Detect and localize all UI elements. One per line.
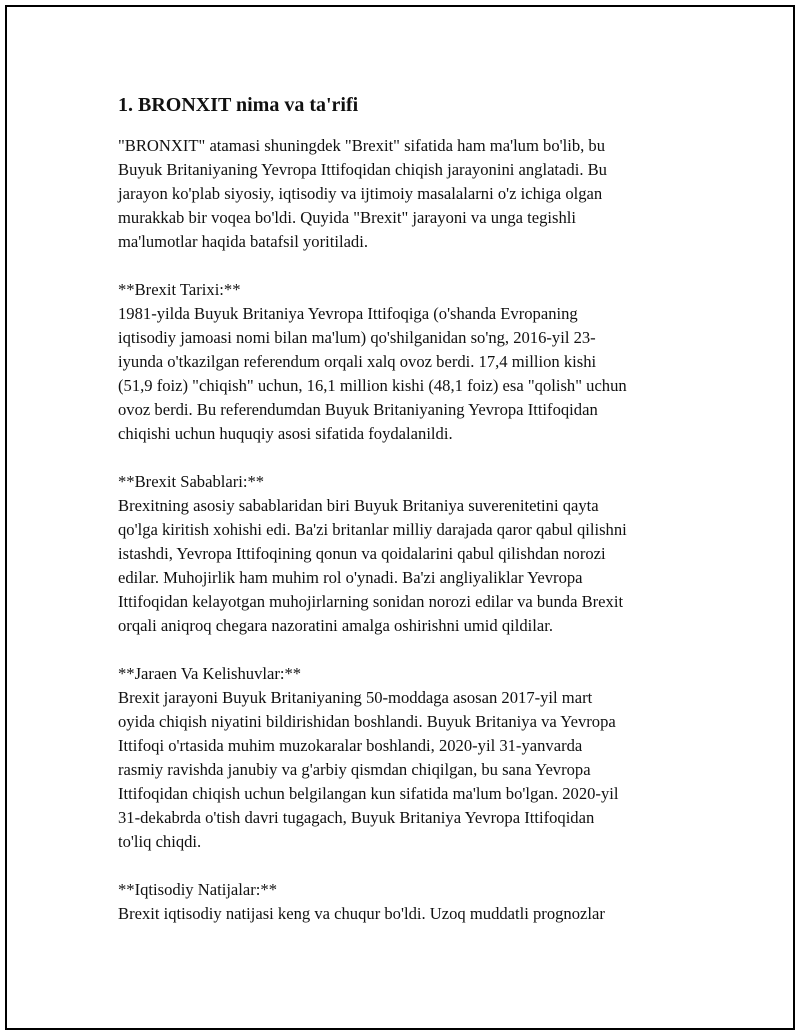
paragraph-reasons — [118, 470, 708, 638]
text-line: iyunda o'tkazilgan referendum orqali xalq ovoz berdi. 17,4 million kishi — [118, 352, 597, 371]
subsection-title: **Brexit Sabablari:** — [118, 472, 265, 491]
text-line: Brexit iqtisodiy natijasi keng va chuqur bo'ldi. Uzoq muddatli prognozlar — [118, 904, 605, 923]
paragraph-gap — [118, 446, 708, 470]
document-body — [118, 92, 708, 926]
subsection-title: **Iqtisodiy Natijalar:** — [118, 880, 277, 899]
text-line: chiqishi uchun huquqiy asosi sifatida foydalanildi. — [118, 424, 453, 443]
subsection-title: **Jaraen Va Kelishuvlar:** — [118, 664, 302, 683]
text-line: rasmiy ravishda janubiy va g'arbiy qismdan chiqilgan, bu sana Yevropa — [118, 760, 591, 779]
text-line: Brexitning asosiy sabablaridan biri Buyuk Britaniya suverenitetini qayta — [118, 496, 599, 515]
paragraph-gap — [118, 638, 708, 662]
text-line: oyida chiqish niyatini bildirishidan boshlandi. Buyuk Britaniya va Yevropa — [118, 712, 616, 731]
paragraph-process — [118, 662, 708, 854]
text-line: iqtisodiy jamoasi nomi bilan ma'lum) qo'shilganidan so'ng, 2016-yil 23- — [118, 328, 596, 347]
paragraph-gap — [118, 854, 708, 878]
text-line: jarayon ko'plab siyosiy, iqtisodiy va ijtimoiy masalalarni o'z ichiga olgan — [118, 184, 603, 203]
text-line: Ittifoqidan kelayotgan muhojirlarning sonidan norozi edilar va bunda Brexit — [118, 592, 624, 611]
paragraph-intro — [118, 134, 708, 254]
text-line: orqali aniqroq chegara nazoratini amalga oshirishni umid qildilar. — [118, 616, 553, 635]
paragraph-gap — [118, 254, 708, 278]
text-line: qo'lga kiritish xohishi edi. Ba'zi britanlar milliy darajada qaror qabul qilishni — [118, 520, 627, 539]
text-line: Ittifoqidan chiqish uchun belgilangan kun sifatida ma'lum bo'lgan. 2020-yil — [118, 784, 619, 803]
section-heading: 1. BRONXIT nima va ta'rifi — [118, 94, 359, 116]
text-line: to'liq chiqdi. — [118, 832, 202, 851]
text-line: ovoz berdi. Bu referendumdan Buyuk Britaniyaning Yevropa Ittifoqidan — [118, 400, 598, 419]
paragraph-economy — [118, 878, 708, 926]
subsection-title: **Brexit Tarixi:** — [118, 280, 241, 299]
text-line: murakkab bir voqea bo'ldi. Quyida "Brexit" jarayoni va unga tegishli — [118, 208, 577, 227]
text-line: Ittifoqi o'rtasida muhim muzokaralar boshlandi, 2020-yil 31-yanvarda — [118, 736, 583, 755]
text-line: ma'lumotlar haqida batafsil yoritiladi. — [118, 232, 368, 251]
text-line: Brexit jarayoni Buyuk Britaniyaning 50-moddaga asosan 2017-yil mart — [118, 688, 593, 707]
text-line: "BRONXIT" atamasi shuningdek "Brexit" sifatida ham ma'lum bo'lib, bu — [118, 136, 606, 155]
text-line: (51,9 foiz) "chiqish" uchun, 16,1 million kishi (48,1 foiz) esa "qolish" uchun — [118, 376, 627, 395]
text-line: 31-dekabrda o'tish davri tugagach, Buyuk Britaniya Yevropa Ittifoqidan — [118, 808, 595, 827]
paragraph-history — [118, 278, 708, 446]
text-line: istashdi, Yevropa Ittifoqining qonun va qoidalarini qabul qilishdan norozi — [118, 544, 606, 563]
text-line: Buyuk Britaniyaning Yevropa Ittifoqidan chiqish jarayonini anglatadi. Bu — [118, 160, 607, 179]
text-line: edilar. Muhojirlik ham muhim rol o'ynadi. Ba'zi angliyaliklar Yevropa — [118, 568, 583, 587]
text-line: 1981-yilda Buyuk Britaniya Yevropa Ittifoqiga (o'shanda Evropaning — [118, 304, 578, 323]
